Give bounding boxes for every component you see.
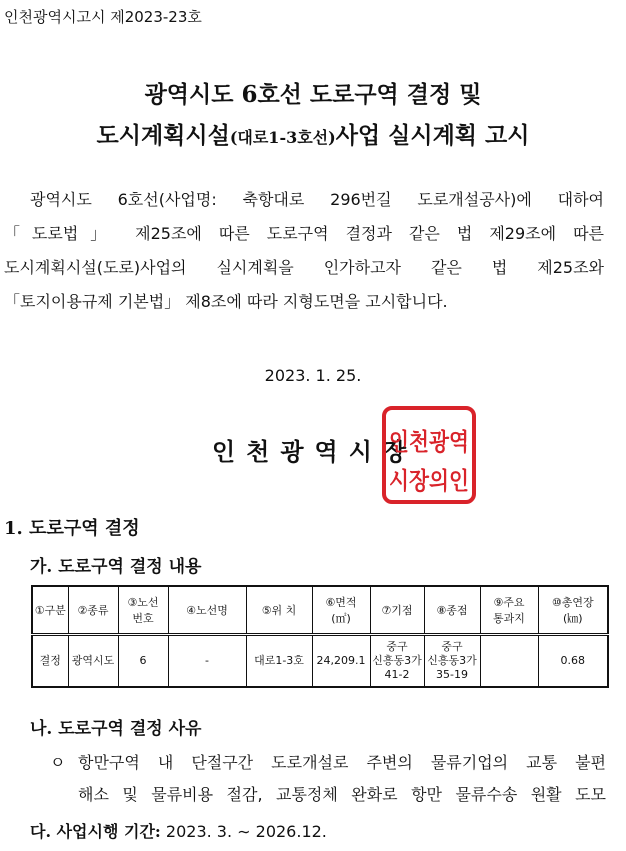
body-line: 「도로법」 제25조에 따른 도로구역 결정과 같은 법 제29조에 따른	[4, 224, 604, 243]
reason-line: 해소 및 물류비용 절감, 교통정체 완화로 항만 물류수송 원활 도모	[78, 785, 606, 804]
svg-text:인천광역: 인천광역	[389, 428, 469, 456]
header-cell: ④노선명	[168, 586, 246, 635]
table-row	[32, 635, 608, 688]
title-line-2	[0, 117, 626, 150]
header-cell: ⑩총연장 (㎞)	[538, 586, 608, 635]
reason-line: 항만구역 내 단절구간 도로개설로 주변의 물류기업의 교통 불편	[78, 753, 606, 772]
body-line: 도시계획시설(도로)사업의 실시계획을 인가하고자 같은 법 제25조와	[4, 258, 604, 277]
table-cell: 24,209.1	[312, 635, 370, 688]
period-label: 다. 사업시행 기간:	[30, 822, 161, 841]
header-cell: ⑥면적 (㎡)	[312, 586, 370, 635]
title-line-1: 광역시도 6호선 도로구역 결정 및	[144, 81, 482, 108]
section-heading: 1. 도로구역 결정	[4, 518, 140, 539]
table-cell	[480, 635, 538, 688]
notice-number: 인천광역시고시 제2023-23호	[4, 8, 202, 26]
table-cell: 광역시도	[68, 635, 118, 688]
header-cell: ③노선 번호	[118, 586, 168, 635]
header-cell: ⑨주요 통과지	[480, 586, 538, 635]
table-header-row	[32, 586, 608, 635]
road-zone-table	[31, 585, 609, 688]
mayor-signature: 인천광역시장	[212, 437, 418, 466]
title-line-2-small: (대로1-3호선)	[229, 128, 336, 147]
header-cell: ⑤위 치	[246, 586, 312, 635]
header-cell: ①구분	[32, 586, 68, 635]
period-value: 2023. 3. ∼ 2026.12.	[165, 822, 327, 841]
official-seal-icon	[381, 405, 477, 505]
svg-text:시장의인: 시장의인	[389, 467, 469, 495]
header-cell: ⑧종점	[424, 586, 480, 635]
body-paragraph	[4, 183, 604, 319]
table-cell: 대로1-3호	[246, 635, 312, 688]
bullet-circle-icon: ㅇ	[50, 753, 66, 772]
header-cell: ⑦기점	[370, 586, 424, 635]
body-line: 광역시도 6호선(사업명: 축항대로 296번길 도로개설공사)에 대하여	[30, 190, 604, 209]
table-cell: 결정	[32, 635, 68, 688]
header-cell: ②종류	[68, 586, 118, 635]
table-cell: -	[168, 635, 246, 688]
subsection-heading-a: 가. 도로구역 결정 내용	[30, 557, 202, 577]
project-period	[30, 819, 327, 842]
title-line-2-main: 도시계획시설	[96, 122, 230, 149]
title-line-2-end: 사업 실시계획 고시	[335, 122, 530, 149]
body-line: 「토지이용규제 기본법」 제8조에 따라 지형도면을 고시합니다.	[4, 292, 448, 311]
reason-item	[50, 747, 606, 811]
table-cell: 6	[118, 635, 168, 688]
notice-date: 2023. 1. 25.	[264, 366, 362, 385]
table-cell: 중구 신흥동3가 41-2	[370, 635, 424, 688]
table-cell: 0.68	[538, 635, 608, 688]
table-cell: 중구 신흥동3가 35-19	[424, 635, 480, 688]
subsection-heading-b: 나. 도로구역 결정 사유	[30, 719, 202, 739]
